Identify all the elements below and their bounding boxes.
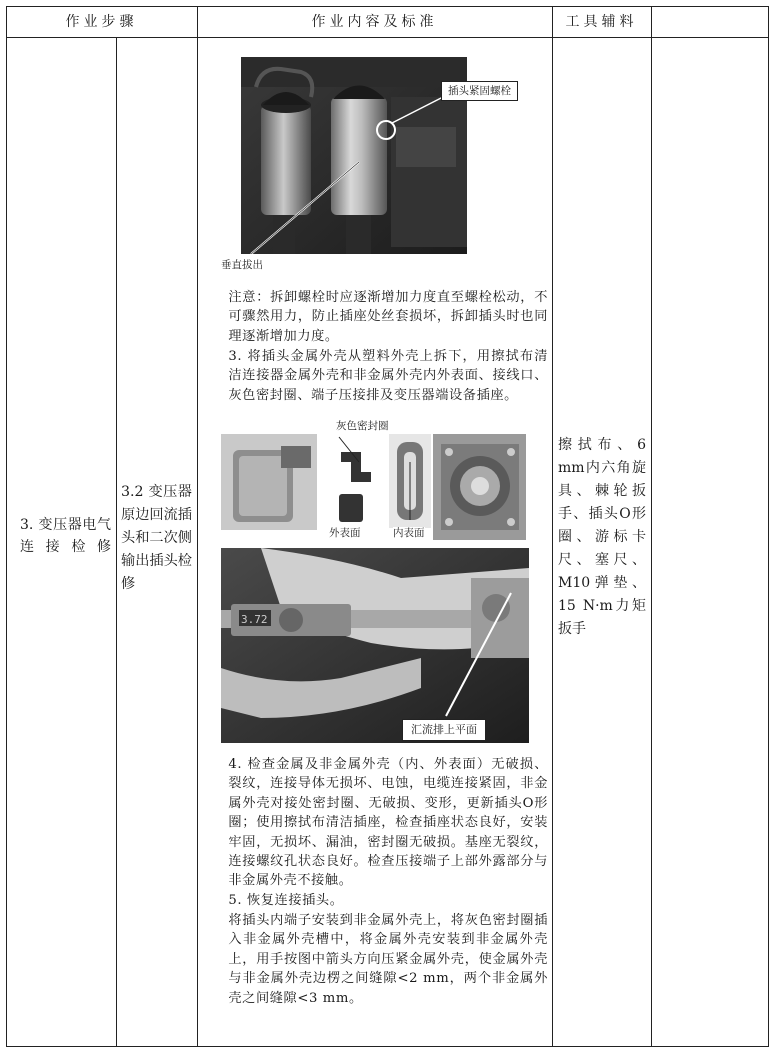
tools-list: 擦拭布、6 mm内六角旋具、棘轮扳手、插头O形圈、游标卡尺、塞尺、M10弹垫、15 N·m力矩扳手 — [558, 437, 646, 637]
photo-plug-removal — [241, 57, 467, 254]
step5-text: 5. 恢复连接插头。 — [228, 893, 344, 908]
step3-text: 3. 将插头金属外壳从塑料外壳上拆下，用擦拭布清洁连接器金属外壳和非金属外壳内外表面、接线口、灰色密封圈、端子压接排及变压器端设备插座。 — [228, 349, 548, 403]
step6-text: 将插头内端子安装到非金属外壳上，将灰色密封圈插入非金属外壳槽中，将金属外壳安装到非金属外壳上，用手按图中箭头方向压紧金属外壳，使金属外壳与非金属外壳边楞之间缝隙<2 mm，两个非金属外壳之间缝隙<3 mm。 — [228, 913, 548, 1006]
col-divider — [197, 6, 198, 1047]
label-vertical-pull: 垂直拔出 — [221, 259, 263, 271]
header-divider — [6, 37, 769, 38]
label-busbar-plane: 汇流排上平面 — [402, 719, 486, 741]
step5-paragraph — [202, 891, 548, 910]
col-divider — [116, 37, 117, 1047]
note-paragraph — [202, 288, 548, 346]
label-plug-bolt: 插头紧固螺栓 — [441, 81, 518, 101]
step4-paragraph — [202, 755, 548, 891]
photo-caliper-measure — [221, 548, 529, 743]
label-inner-surface: 内表面 — [393, 527, 425, 539]
label-gray-seal: 灰色密封圈 — [336, 420, 389, 432]
header-steps: 作业步骤 — [65, 14, 138, 30]
step3-paragraph — [202, 347, 548, 405]
header-content: 作业内容及标准 — [311, 14, 438, 30]
header-extra — [651, 6, 769, 36]
note-text: 注意：拆卸螺栓时应逐渐增加力度直至螺栓松动，不可骤然用力，防止插座处丝套损坏，拆卸插头时也同理逐渐增加力度。 — [228, 290, 548, 344]
step6-paragraph — [202, 911, 548, 1008]
col-divider — [651, 6, 652, 1047]
col-divider — [552, 6, 553, 1047]
photo-components — [221, 432, 526, 542]
step-sub: 3.2 变压器原边回流插头和二次侧输出插头检修 — [121, 484, 192, 592]
caliper-reading: 3.72 — [241, 613, 268, 626]
header-tools: 工具辅料 — [565, 14, 638, 30]
step-main: 3. 变压器电气连接检修 — [20, 517, 111, 555]
label-outer-surface: 外表面 — [329, 527, 361, 539]
step4-text: 4. 检查金属及非金属外壳（内、外表面）无破损、裂纹，连接导体无损坏、电蚀，电缆连接紧固，非金属外壳对接处密封圈、无破损、变形，更新插头O形圈；使用擦拭布清洁插座，检查插座状态良好，安装牢固，无损坏、漏油，密封圈无破损。基座无裂纹，连接螺纹孔状态良好。检查压接端子上部外露部分与非金属外壳不接触。 — [228, 757, 548, 889]
